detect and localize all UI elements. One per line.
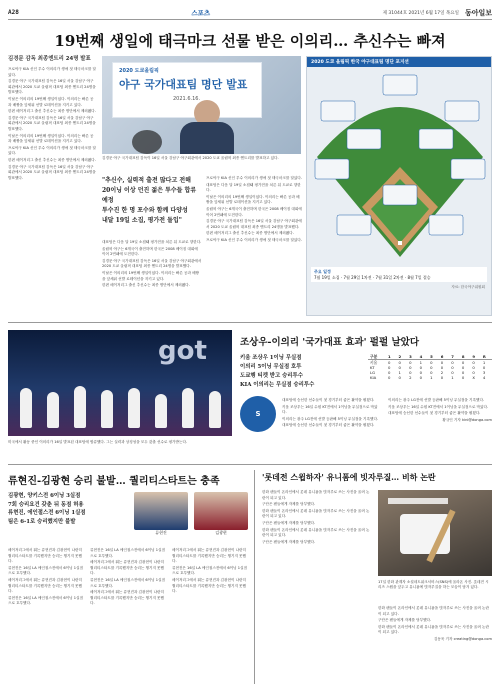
body-paragraph: 류현진은 16일 LA 에인절스전에서 6이닝 1실점으로 호투했다. xyxy=(90,577,165,588)
scoreboard-cell: 0 xyxy=(398,360,401,365)
body-paragraph: 키움 조상우는 16일 수원 KT전에서 1이닝을 무실점으로 막았다. xyxy=(388,404,489,409)
scoreboard-header-cell: 5 xyxy=(428,354,439,360)
performer xyxy=(47,392,59,428)
scoreboard-cell: 0 xyxy=(387,370,391,375)
third-story-column-2 xyxy=(90,548,166,608)
scoreboard-header-cell: 1 xyxy=(386,354,397,360)
body-paragraph: 이날은 이의리의 19번째 생일이었다. 이의리는 빠른 공과 배짱을 앞세워 선발 로테이션을 지키고 있다. xyxy=(8,133,94,144)
body-paragraph: 한화 팬들이 온라인에서 롯데 유니폼을 빗자루로 쓰는 사진을 올려 논란이 되고 있다. xyxy=(262,527,370,538)
body-paragraph: 대표팀은 다음 달 19일 소집돼 평가전을 치른 뒤 도쿄로 향한다. xyxy=(206,182,301,193)
subhead-line: 7회 승리요건 갖춘 뒤 동점 허용 xyxy=(8,501,84,508)
second-story-column-1 xyxy=(282,398,382,430)
scoreboard-header-cell: 6 xyxy=(439,354,450,360)
body-paragraph: 한편 메이저리그 출신 추신수는 최종 명단에서 제외됐다. xyxy=(206,231,294,236)
scoreboard-cell: 2 xyxy=(409,375,412,380)
scoreboard-cell: 0 xyxy=(461,370,465,375)
player-headshot xyxy=(194,492,248,540)
scoreboard-row xyxy=(368,375,492,380)
performer xyxy=(128,388,140,428)
scoreboard-cell: 0 xyxy=(461,365,465,370)
body-paragraph: 한화 팬들이 온라인에서 롯데 유니폼을 빗자루로 쓰는 사진을 올려 논란이 되고 있다. xyxy=(262,490,370,500)
graphic-source: 자료: 한국야구위원회 xyxy=(451,285,485,289)
body-paragraph: 김경문 야구 국가대표팀 감독은 16일 서울 강남구 야구회관에서 2020 도쿄 올림픽 대표팀 최종 엔트리 24명을 발표했다. xyxy=(102,258,202,269)
scoreboard-cell: 2 xyxy=(440,370,444,375)
body-paragraph: 이의리는 광주 LG전에 선발 등판해 5이닝 무실점을 기록했다. xyxy=(388,398,485,402)
fourth-photo-caption: 17일 한화 관계자 소셜네트워크서비스(SNS)에 올라온 사진. 롯데전 시리즈 스윕을 앞두고 유니폼에 빗자루질을 하는 모습이 담겨 있다. xyxy=(378,580,489,589)
column-divider xyxy=(254,470,255,684)
scoreboard-cell: 0 xyxy=(472,370,475,375)
player-name: 김광현 xyxy=(215,530,227,535)
roster-graphic-title: 2020 도쿄 올림픽 한국 야구대표팀 명단 포지션 xyxy=(307,57,491,67)
body-paragraph: 프로야구 KIA 신인 투수 이의리가 생애 첫 태극마크를 달았다. xyxy=(206,176,303,180)
scoreboard-cell: 0 xyxy=(430,360,433,365)
body-paragraph: 한화 팬들이 온라인에서 롯데 유니폼을 빗자루로 쓰는 사진을 올려 논란이 되고 있다. xyxy=(378,606,489,616)
quote-line: 20이닝 이상 던진 젊은 투수들 합류 예정 xyxy=(102,187,197,204)
body-paragraph: 한편 메이저리그 출신 추신수는 최종 명단에서 제외됐다. xyxy=(8,109,96,114)
schedule-item: 7월 31일 2차전 xyxy=(375,274,404,280)
home-plate xyxy=(398,241,402,245)
scoreboard-cell: 0 xyxy=(440,375,444,380)
performer xyxy=(155,394,167,428)
body-paragraph: 이날은 이의리의 19번째 생일이었다. 이의리는 빠른 공과 배짱을 앞세워 선발 로테이션을 지키고 있다. xyxy=(102,270,200,281)
scoreboard-cell: 0 xyxy=(387,360,391,365)
body-paragraph: 올림픽 야구는 6개국이 출전하며 한국은 2008 베이징 대회에 이어 2연패에 도전한다. xyxy=(206,206,302,217)
performer-row xyxy=(12,384,228,428)
performer xyxy=(74,386,86,428)
team-logo-text: S xyxy=(255,410,261,418)
scoreboard-cell: LG xyxy=(370,370,376,375)
player-photo xyxy=(134,492,188,530)
announcement-banner xyxy=(112,62,262,118)
second-headline: 조상우-이의리 '국가대표 효과' 펄펄 날았다 xyxy=(240,337,419,348)
scoreboard-cell: 0 xyxy=(398,375,401,380)
scoreboard-cell: 1 xyxy=(430,375,433,380)
second-story-column-2 xyxy=(388,398,492,424)
scoreboard-cell: 0 xyxy=(409,365,412,370)
body-paragraph: 김경문 야구 국가대표팀 감독은 16일 서울 강남구 야구회관에서 2020 도쿄 올림픽 대표팀 최종 엔트리 24명을 발표했다. xyxy=(8,164,96,180)
player-card xyxy=(347,129,381,149)
page-header xyxy=(8,6,492,20)
quote-line: "추신수, 실력적 출전 많다고 전해 xyxy=(102,177,191,184)
top-story-byline: 김경문 감독 최종엔트리 24명 발표 xyxy=(8,56,91,62)
body-paragraph: 이의리는 광주 LG전에 선발 등판해 5이닝 무실점을 기록했다. xyxy=(282,416,379,421)
scoreboard-cell: 0 xyxy=(451,370,454,375)
scoreboard-cell: 1 xyxy=(419,360,423,365)
scoreboard-cell: 0 xyxy=(398,365,401,370)
body-paragraph: 이날은 이의리의 19번째 생일이었다. 이의리는 빠른 공과 배짱을 앞세워 선발 로테이션을 지키고 있다. xyxy=(8,96,94,107)
team-photo xyxy=(8,330,232,436)
scoreboard-cell: 0 xyxy=(472,365,475,370)
scoreboard-header-cell: R xyxy=(481,354,492,360)
player-card xyxy=(445,101,479,121)
performer xyxy=(20,388,32,428)
body-paragraph: 구단은 팬들에게 자제를 당부했다. xyxy=(378,618,432,623)
body-paragraph: 구단은 팬들에게 자제를 당부했다. xyxy=(262,502,316,507)
top-story-column-3 xyxy=(206,176,302,245)
third-headline: 류현진-김광현 승리 불발… 퀄리티스타트는 충족 xyxy=(8,476,220,487)
body-paragraph: 메이저리그에서 뛰는 류현진과 김광현이 나란히 퀄리티스타트를 기록했지만 승리는 챙기지 못했다. xyxy=(172,548,246,564)
quote-line: 이의리 5이닝 무실점 호투 xyxy=(240,364,302,370)
quote-line: KIA 이의리는 무실점 승리투수 xyxy=(240,382,315,388)
team-photo-caption: 미국에서 활동 중인 이의리가 16일 발표된 대표팀에 합류했다. 그는 실력과 상징성을 모두 갖춘 선수로 평가받는다. xyxy=(8,440,188,444)
body-paragraph: 구단은 팬들에게 자제를 당부했다. xyxy=(262,539,316,544)
scoreboard-cell: 0 xyxy=(482,365,486,370)
newspaper-brand: 동아일보 xyxy=(464,7,492,17)
uniform-broom-photo xyxy=(378,490,492,576)
coach-body xyxy=(180,122,234,154)
section-divider xyxy=(8,464,492,465)
scoreboard-header-cell: 4 xyxy=(418,354,429,360)
banner-small-text: 2020 도쿄올림픽 xyxy=(119,68,159,74)
section-divider xyxy=(8,322,492,323)
scoreboard-cell: 0 xyxy=(430,370,433,375)
body-paragraph: 대표팀에 승선한 선수들이 첫 경기부터 좋은 활약을 펼쳤다. xyxy=(388,411,481,416)
scoreboard-cell: 0 xyxy=(440,365,444,370)
third-story-column-3 xyxy=(172,548,248,596)
scoreboard-cell: 1 xyxy=(482,360,486,365)
top-headline: 19번째 생일에 태극마크 선물 받은 이의리… 추신수는 빠져 xyxy=(54,32,446,50)
body-paragraph: 메이저리그에서 뛰는 류현진과 김광현이 나란히 퀄리티스타트를 기록했지만 승리는 챙기지 못했다. xyxy=(172,577,246,594)
scoreboard-cell: 1 xyxy=(451,375,454,380)
schedule-item: 7월 29일 1차전 xyxy=(343,274,372,280)
player-name: 류현진 xyxy=(155,530,167,535)
scoreboard-header-cell: 구분 xyxy=(368,354,386,360)
scoreboard-cell: KIA xyxy=(370,375,377,380)
quote-line: 도쿄행 티켓 받고 승리투수 xyxy=(240,373,303,379)
pull-quote xyxy=(102,176,202,226)
scoreboard-cell: 4 xyxy=(482,375,486,380)
body-paragraph: 한편 메이저리그 출신 추신수는 최종 명단에서 제외됐다. xyxy=(8,157,96,162)
fourth-story-column-2 xyxy=(378,606,492,644)
body-paragraph: 류현진은 16일 LA 에인절스전에서 6이닝 1실점으로 호투했다. xyxy=(8,595,83,606)
stage-logo: got xyxy=(158,336,207,366)
body-paragraph: 김경문 야구 국가대표팀 감독은 16일 서울 강남구 야구회관에서 2020 도쿄 올림픽 대표팀 최종 엔트리 24명을 발표했다. xyxy=(8,79,96,95)
player-card xyxy=(451,159,485,179)
player-card xyxy=(337,215,371,235)
body-paragraph: 김경문 야구 국가대표팀 감독은 16일 서울 강남구 야구회관에서 2020 도쿄 올림픽 대표팀 최종 엔트리 24명을 발표했다. xyxy=(8,115,96,131)
body-paragraph: 대표팀에 승선한 선수들이 첫 경기부터 좋은 활약을 펼쳤다. xyxy=(282,423,375,428)
schedule-item: 7월 19일 소집 xyxy=(314,274,340,280)
body-paragraph: 프로야구 KIA 신인 투수 이의리가 생애 첫 태극마크를 달았다. xyxy=(8,67,96,77)
subhead-line: 김광현, 양키스전 6이닝 3실점 xyxy=(8,493,81,499)
body-paragraph: 대표팀은 다음 달 19일 소집돼 평가전을 치른 뒤 도쿄로 향한다. xyxy=(102,240,202,244)
body-paragraph: 메이저리그에서 뛰는 류현진과 김광현이 나란히 퀄리티스타트를 기록했지만 승리는 챙기지 못했다. xyxy=(90,560,164,576)
baseball-field-diagram xyxy=(307,67,493,267)
body-paragraph: 프로야구 KIA 신인 투수 이의리가 생애 첫 태극마크를 달았다. xyxy=(8,145,96,156)
player-card xyxy=(321,101,355,121)
third-story-column-1 xyxy=(8,548,84,608)
banner-title: 야구 국가대표팀 명단 발표 xyxy=(119,78,248,91)
scoreboard-cell: 0 xyxy=(440,360,444,365)
body-paragraph: 한화 팬들이 온라인에서 롯데 유니폼을 빗자루로 쓰는 사진을 올려 논란이 되고 있다. xyxy=(262,508,370,519)
microphone-icon xyxy=(132,130,162,154)
fourth-story-column-1 xyxy=(262,490,372,546)
body-paragraph: 구단은 팬들에게 자제를 당부했다. xyxy=(262,520,316,525)
player-card xyxy=(419,129,453,149)
scoreboard-header-cell: 7 xyxy=(449,354,460,360)
scoreboard-cell: 0 xyxy=(461,375,465,380)
scoreboard-cell: X xyxy=(472,375,475,380)
scoreboard-cell: 0 xyxy=(461,360,465,365)
section-title: 스포츠 xyxy=(191,9,211,17)
subhead-line: 팀은 6-1로 승리했지만 불발 xyxy=(8,518,76,525)
scoreboard-cell: 0 xyxy=(419,370,423,375)
player-card xyxy=(429,215,463,235)
schedule-item: 8월 7일 결승 xyxy=(407,274,431,280)
top-story-column-1 xyxy=(8,56,96,182)
scoreboard-header-cell: 3 xyxy=(407,354,418,360)
second-story-quote xyxy=(240,354,360,390)
scoreboard-cell: 0 xyxy=(430,365,433,370)
player-photo xyxy=(194,492,248,530)
player-headshot xyxy=(134,492,188,540)
body-paragraph: 류현진은 16일 LA 에인절스전에서 6이닝 1실점으로 호투했다. xyxy=(172,565,247,576)
quote-line: 내달 19일 소집, 평가전 돌입" xyxy=(102,217,182,224)
top-story-column-2 xyxy=(102,240,202,290)
body-paragraph: 프로야구 KIA 신인 투수 이의리가 생애 첫 태극마크를 달았다. xyxy=(206,237,303,242)
player-card xyxy=(315,159,349,179)
fourth-headline: '롯데전 스윕하자' 유니폼에 빗자루질… 비하 논란 xyxy=(262,472,436,482)
page-number: A28 xyxy=(8,9,19,16)
scoreboard-cell: 0 xyxy=(451,365,454,370)
third-story-subheads xyxy=(8,492,128,526)
performer xyxy=(101,390,113,428)
scoreboard-cell: 1 xyxy=(398,370,401,375)
body-paragraph: 키움 조상우는 16일 수원 KT전에서 1이닝을 무실점으로 막았다. xyxy=(282,404,378,415)
team-logo xyxy=(240,396,276,432)
body-paragraph: 김경문 야구 국가대표팀 감독은 16일 서울 강남구 야구회관에서 2020 도쿄 올림픽 대표팀 최종 엔트리 24명을 발표했다. xyxy=(206,219,302,229)
performer xyxy=(182,388,194,428)
scoreboard-cell: KT xyxy=(370,365,375,370)
player-card xyxy=(383,75,417,95)
scoreboard-table xyxy=(368,354,492,380)
body-paragraph: 한편 메이저리그 출신 추신수는 최종 명단에서 제외됐다. xyxy=(102,283,190,288)
body-paragraph: 류현진은 16일 LA 에인절스전에서 6이닝 1실점으로 호투했다. xyxy=(8,565,83,576)
body-paragraph: 올림픽 야구는 6개국이 출전하며 한국은 2008 베이징 대회에 이어 2연패에 도전한다. xyxy=(102,246,198,257)
scoreboard-cell: 0 xyxy=(419,375,423,380)
scoreboard-cell: 키움 xyxy=(370,360,378,365)
banner-date: 2021.6.16. xyxy=(173,96,201,102)
scoreboard-header-cell: 2 xyxy=(397,354,408,360)
body-paragraph: 한화 팬들이 온라인에서 롯데 유니폼을 빗자루로 쓰는 사진을 올려 논란이 되고 있다. xyxy=(378,624,489,635)
player-headshots xyxy=(134,492,248,540)
subhead-line: 류현진, 에인절스전 6이닝 1실점 xyxy=(8,510,86,516)
scoreboard-cell: 0 xyxy=(387,375,391,380)
body-paragraph: 메이저리그에서 뛰는 류현진과 김광현이 나란히 퀄리티스타트를 기록했지만 승리는 챙기지 못했다. xyxy=(8,577,82,594)
schedule-box: 주요 일정 7월 19일 소집 · 7월 29일 1차전 · 7월 31일 2차전 · 8월 7일 결승 xyxy=(311,267,487,282)
body-paragraph: 이날은 이의리의 19번째 생일이었다. 이의리는 빠른 공과 배짱을 앞세워 선발 로테이션을 지키고 있다. xyxy=(206,194,300,205)
scoreboard-header-cell: 9 xyxy=(470,354,481,360)
player-card xyxy=(383,185,417,205)
performer xyxy=(209,391,221,428)
body-paragraph: 류현진은 16일 LA 에인절스전에서 6이닝 1실점으로 호투했다. xyxy=(90,548,165,558)
scoreboard-cell: 0 xyxy=(409,360,412,365)
body-paragraph: 메이저리그에서 뛰는 류현진과 김광현이 나란히 퀄리티스타트를 기록했지만 승리는 챙기지 못했다. xyxy=(90,590,164,606)
body-paragraph: 대표팀에 승선한 선수들이 첫 경기부터 좋은 활약을 펼쳤다. xyxy=(282,398,375,402)
roster-graphic xyxy=(306,56,492,316)
second-story-byline: 황규인 기자 kini@donga.com xyxy=(442,417,492,422)
scoreboard-cell: 0 xyxy=(472,360,475,365)
scoreboard-header-cell: 8 xyxy=(460,354,471,360)
quote-line: 키움 조상우 1이닝 무실점 xyxy=(240,355,302,361)
issue-date: 제 31044호 2021년 6월 17일 목요일 xyxy=(382,10,459,16)
top-photo-caption: 김경문 야구 국가대표팀 감독이 16일 서울 강남구 야구회관에서 2020 도쿄 올림픽 최종 엔트리를 발표하고 있다. xyxy=(102,156,279,160)
sns-header-bar xyxy=(388,498,448,504)
roster-announcement-photo xyxy=(102,56,301,154)
fourth-story-byline: 김동욱 기자 creating@donga.com xyxy=(433,636,492,641)
scoreboard-cell: 3 xyxy=(482,370,486,375)
scoreboard-cell: 0 xyxy=(409,370,412,375)
quote-line: 투수진 한 명 포수와 함께 다양성 xyxy=(102,207,188,214)
schedule-title: 주요 일정 xyxy=(314,269,331,274)
body-paragraph: 메이저리그에서 뛰는 류현진과 김광현이 나란히 퀄리티스타트를 기록했지만 승리는 챙기지 못했다. xyxy=(8,548,82,564)
scoreboard-cell: 0 xyxy=(387,365,391,370)
scoreboard-cell: 0 xyxy=(451,360,454,365)
scoreboard-cell: 0 xyxy=(419,365,423,370)
